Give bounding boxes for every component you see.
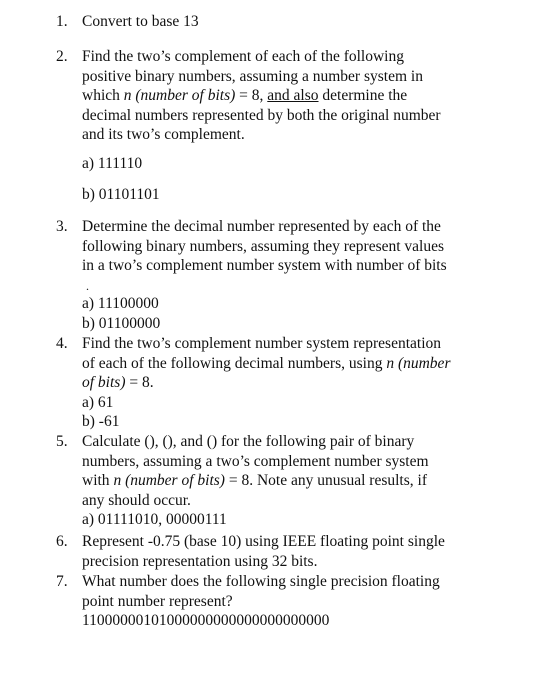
text-run: which	[82, 87, 124, 104]
binary-value: 11000000101000000000000000000000	[82, 612, 330, 629]
text-line: positive binary numbers, assuming a number system in	[82, 67, 423, 85]
question-number: 4.	[56, 335, 68, 352]
question-text	[82, 572, 440, 631]
question-text	[82, 432, 429, 530]
question-text: Convert to base 13	[82, 13, 199, 30]
sub-item-b: b) 01100000	[82, 315, 161, 332]
italic-term: n (number	[386, 354, 451, 372]
question-text	[82, 47, 441, 145]
text-run: = 8,	[235, 87, 268, 104]
italic-term: of bits)	[82, 374, 126, 391]
text-line: Determine the decimal number represented by each of the	[82, 218, 441, 235]
text-line: Find the two’s complement number system representation	[82, 335, 442, 352]
question-number: 2.	[56, 48, 68, 65]
text-line: Calculate (), (), and () for the following pair of binary	[82, 433, 415, 450]
text-line: What number does the following single precision floating	[82, 573, 440, 590]
underlined-term: and also	[267, 87, 319, 104]
sub-item-a: a) 01111010, 00000111	[82, 511, 227, 528]
text-line: precision representation using 32 bits.	[82, 552, 318, 570]
sub-item-a: a) 61	[82, 393, 114, 411]
text-line: any should occur.	[82, 491, 191, 509]
text-line: point number represent?	[82, 592, 233, 610]
text-line: and its two’s complement.	[82, 126, 245, 143]
sub-item-b: b) 01101101	[82, 186, 160, 203]
text-line	[82, 354, 450, 374]
question-number: 1.	[56, 13, 68, 30]
text-line	[82, 373, 450, 393]
question-number: 6.	[56, 533, 68, 550]
text-run: with	[82, 472, 114, 489]
italic-term: n (number of bits)	[113, 472, 225, 489]
text-run: = 8.	[125, 374, 154, 391]
text-line: numbers, assuming a two’s complement number system	[82, 452, 429, 470]
question-text	[82, 217, 447, 276]
text-line: Represent -0.75 (base 10) using IEEE floating point single	[82, 533, 445, 550]
question-number: 5.	[56, 433, 68, 450]
text-run: determine the	[318, 87, 408, 104]
question-number: 3.	[56, 218, 68, 235]
stray-period: .	[86, 279, 89, 293]
text-line: Find the two’s complement of each of the following	[82, 48, 404, 65]
sub-item-b: b) -61	[82, 413, 120, 430]
question-text	[82, 334, 450, 432]
sub-item-a: a) 111110	[82, 155, 143, 172]
text-line: in a two’s complement number system with number of bits	[82, 257, 447, 274]
text-line	[82, 471, 429, 491]
text-line: following binary numbers, assuming they represent values	[82, 237, 445, 255]
text-line: decimal numbers represented by both the original number	[82, 106, 441, 124]
italic-term: n (number of bits)	[123, 87, 236, 104]
text-run: = 8. Note any unusual results, if	[224, 472, 427, 489]
sub-item-a: a) 11100000	[82, 295, 159, 312]
text-run: of each of the following decimal numbers, using	[82, 354, 387, 372]
question-text	[82, 532, 445, 571]
question-number: 7.	[56, 573, 68, 590]
text-line	[82, 86, 441, 106]
